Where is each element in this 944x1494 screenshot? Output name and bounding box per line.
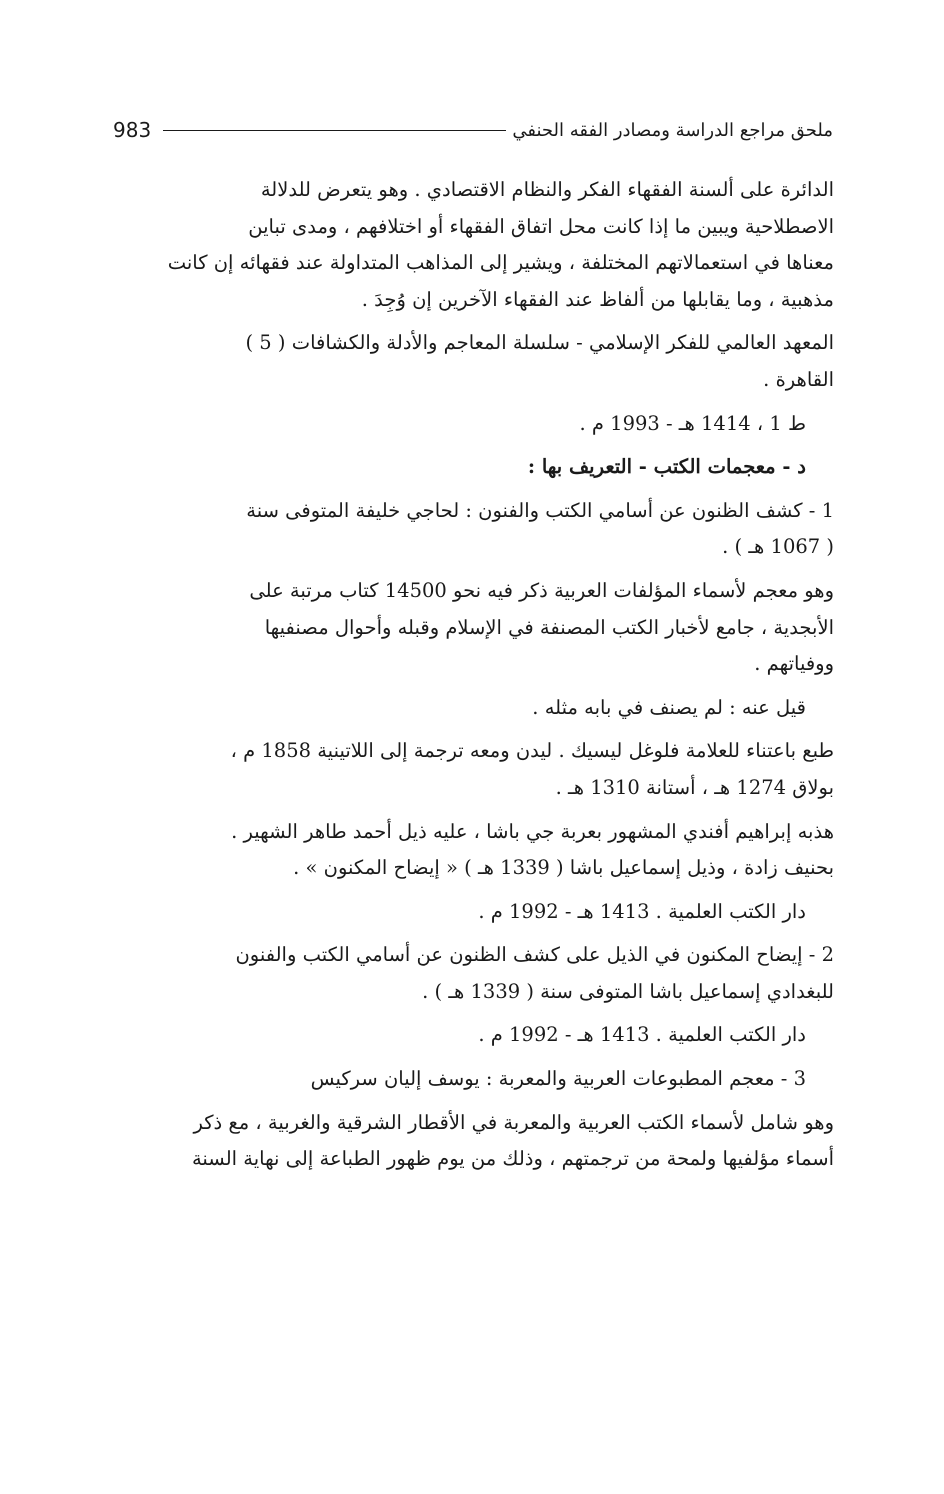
text-line: ط 1 ، 1414 هـ - 1993 م .: [579, 411, 806, 435]
text-line: القاهرة .: [763, 367, 834, 391]
heading-line: د - معجمات الكتب - التعريف بها :: [527, 455, 806, 479]
paragraph: [110, 172, 834, 318]
text-line: وهو شامل لأسماء الكتب العربية والمعربة في الأقطار الشرقية والغربية ، مع ذكر: [193, 1110, 834, 1134]
paragraph: [110, 1061, 834, 1098]
running-title: ملحق مراجع الدراسة ومصادر الفقه الحنفي: [512, 119, 833, 141]
text-line: ( 1067 هـ ) .: [722, 535, 834, 559]
paragraph: [110, 1105, 834, 1178]
text-line: 1 - كشف الظنون عن أسامي الكتب والفنون : لحاجي خليفة المتوفى سنة: [246, 498, 834, 522]
text-line: مذهبية ، وما يقابلها من ألفاظ عند الفقهاء الآخرين إن وُجِدَ .: [361, 287, 834, 311]
text-line: قيل عنه : لم يصنف في بابه مثله .: [532, 695, 806, 719]
text-line: هذبه إبراهيم أفندي المشهور بعربة جي باشا ، عليه ذيل أحمد طاهر الشهير .: [231, 819, 834, 843]
text-line: 2 - إيضاح المكنون في الذيل على كشف الظنون عن أسامي الكتب والفنون: [235, 943, 834, 967]
text-line: 3 - معجم المطبوعات العربية والمعربة : يوسف إليان سركيس: [310, 1067, 806, 1091]
body-text: [110, 172, 834, 1185]
text-line: طبع باعتناء للعلامة فلوغل ليسيك . ليدن ومعه ترجمة إلى اللاتينية 1858 م ،: [230, 739, 834, 763]
running-header: [113, 112, 833, 148]
paragraph: [110, 493, 834, 566]
paragraph: [110, 814, 834, 887]
paragraph: [110, 733, 834, 806]
paragraph: [110, 325, 834, 398]
text-line: أسماء مؤلفيها ولمحة من ترجمتهم ، وذلك من يوم ظهور الطباعة إلى نهاية السنة: [191, 1147, 834, 1171]
text-line: للبغدادي إسماعيل باشا المتوفى سنة ( 1339 هـ ) .: [422, 979, 834, 1003]
paragraph: [110, 894, 834, 931]
text-line: الدائرة على ألسنة الفقهاء الفكر والنظام الاقتصادي . وهو يتعرض للدلالة: [260, 178, 834, 201]
text-line: بحنيف زادة ، وذيل إسماعيل باشا ( 1339 هـ ) « إيضاح المكنون » .: [293, 856, 834, 880]
text-line: الاصطلاحية ويبين ما إذا كانت محل اتفاق الفقهاء أو اختلافهم ، ومدى تباين: [248, 214, 834, 238]
section-heading: [110, 449, 834, 486]
text-line: دار الكتب العلمية . 1413 هـ - 1992 م .: [478, 899, 806, 923]
paragraph: [110, 406, 834, 443]
text-line: ووفياتهم .: [754, 652, 834, 676]
paragraph: [110, 937, 834, 1010]
text-line: المعهد العالمي للفكر الإسلامي - سلسلة المعاجم والأدلة والكشافات ( 5 ): [245, 331, 834, 355]
page-number: 983: [113, 118, 152, 142]
text-line: دار الكتب العلمية . 1413 هـ - 1992 م .: [478, 1023, 806, 1047]
header-rule: [163, 130, 506, 131]
text-line: الأبجدية ، جامع لأخبار الكتب المصنفة في الإسلام وقبله وأحوال مصنفيها: [264, 615, 834, 639]
paragraph: [110, 690, 834, 727]
paragraph: [110, 573, 834, 683]
paragraph: [110, 1017, 834, 1054]
text-line: وهو معجم لأسماء المؤلفات العربية ذكر فيه نحو 14500 كتاب مرتبة على: [249, 578, 834, 602]
text-line: بولاق 1274 هـ ، أستانة 1310 هـ .: [555, 775, 834, 799]
text-line: معناها في استعمالاتهم المختلفة ، ويشير إلى المذاهب المتداولة عند فقهائه إن كانت: [167, 251, 834, 275]
